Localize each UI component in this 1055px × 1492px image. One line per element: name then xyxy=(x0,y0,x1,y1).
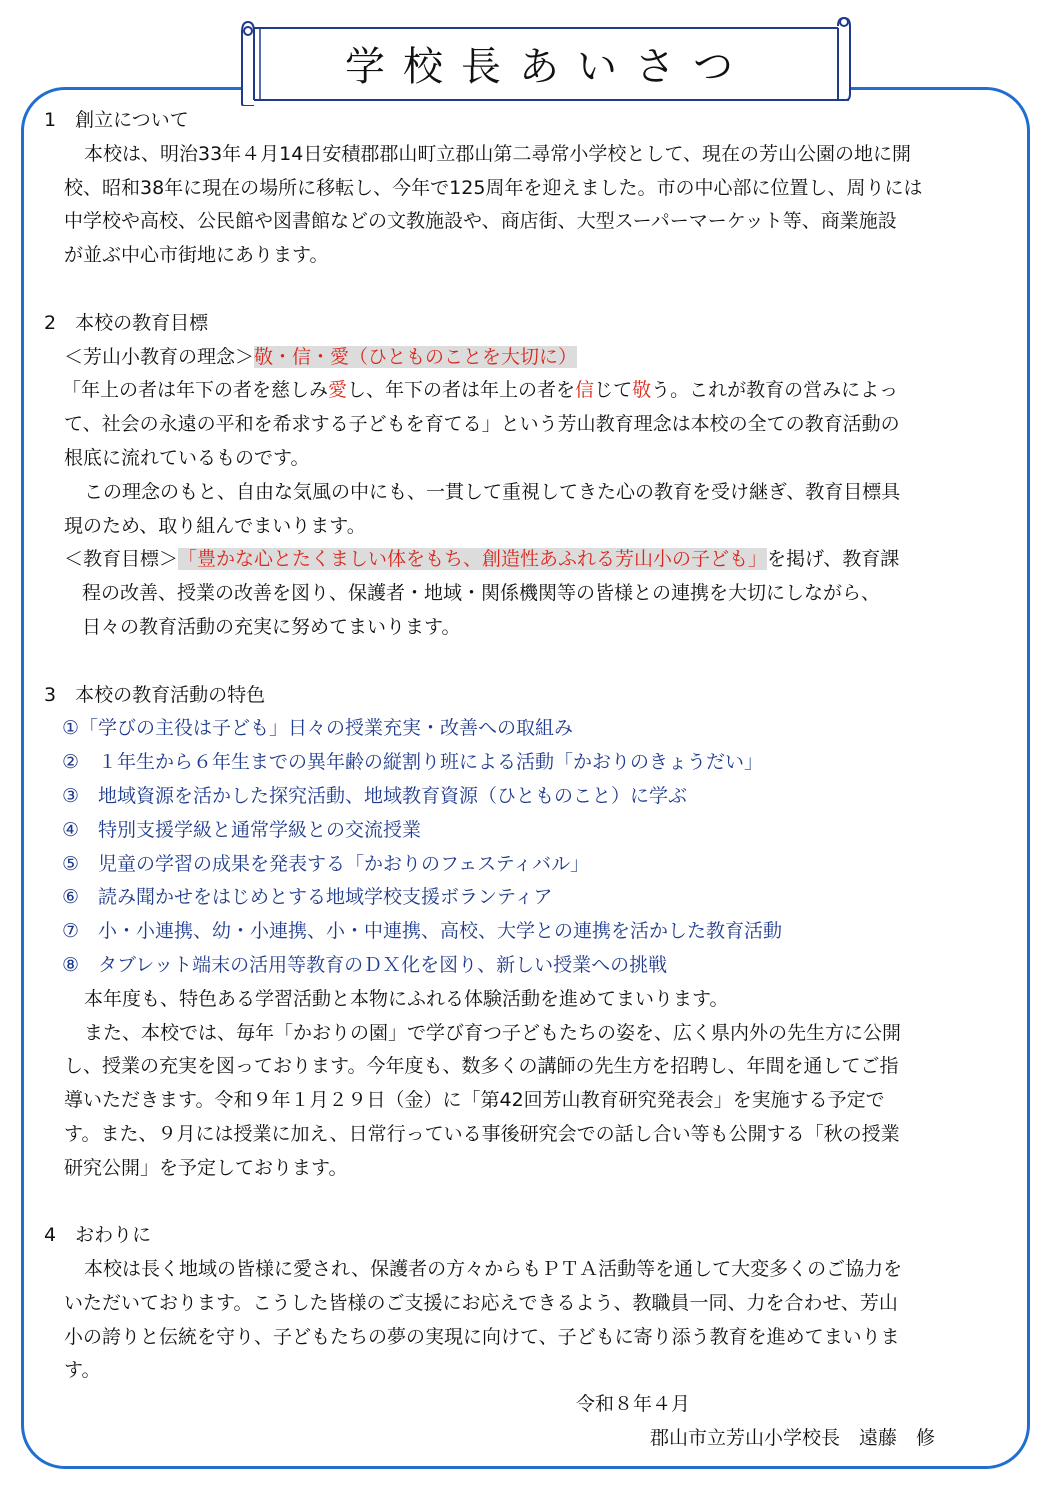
feature-item: ④ 特別支援学級と通常学級との交流授業 xyxy=(62,818,422,841)
section-3-paragraph: 本年度も、特色ある学習活動と本物にふれる体験活動を進めてまいります。 xyxy=(84,987,729,1010)
section-4-heading: 4 おわりに xyxy=(44,1224,152,1247)
section-1-line: が並ぶ中心市街地にあります。 xyxy=(64,244,329,267)
section-3-paragraph: 導いただきます。令和９年１月２９日（金）に「第42回芳山教育研究発表会」を実施する予定で xyxy=(64,1089,885,1112)
feature-item: ⑤ 児童の学習の成果を発表する「かおりのフェスティバル」 xyxy=(62,852,590,875)
quote-text: じて xyxy=(594,379,633,402)
page-title: 学校長あいさつ xyxy=(345,43,751,90)
philosophy-value: 敬・信・愛（ひとものことを大切に） xyxy=(254,345,578,368)
concept-line: この理念のもと、自由な気風の中にも、一貫して重視してきた心の教育を受け継ぎ、教育目標具 xyxy=(84,480,901,503)
date-line: 令和８年４月 xyxy=(576,1393,691,1416)
signature-line: 郡山市立芳山小学校長 遠藤 修 xyxy=(650,1427,936,1450)
quote-kei: 敬 xyxy=(632,379,652,402)
section-4-line: す。 xyxy=(64,1359,101,1382)
goal-line: 程の改善、授業の改善を図り、保護者・地域・関係機関等の皆様との連携を大切にしながら、 xyxy=(82,582,881,605)
feature-item: ③ 地域資源を活かした探究活動、地域教育資源（ひとものこと）に学ぶ xyxy=(62,784,688,807)
section-4-line: 小の誇りと伝統を守り、子どもたちの夢の実現に向けて、子どもに寄り添う教育を進めてまいりま xyxy=(64,1325,900,1348)
document-body xyxy=(44,104,1014,1456)
quote-line: 根底に流れているものです。 xyxy=(64,446,310,469)
quote-text: 「年上の者は年下の者を慈しみ xyxy=(62,379,329,402)
section-3-heading: 3 本校の教育活動の特色 xyxy=(44,683,266,706)
feature-item: ⑥ 読み聞かせをはじめとする地域学校支援ボランティア xyxy=(62,886,553,909)
goal-value: 「豊かな心とたくましい体をもち、創造性あふれる芳山小の子ども」 xyxy=(178,548,768,571)
title-scroll xyxy=(240,14,852,106)
section-1-heading: 1 創立について xyxy=(44,109,189,131)
section-1-line: 本校は、明治33年４月14日安積郡郡山町立郡山第二尋常小学校として、現在の芳山公園の地に開 xyxy=(84,142,911,165)
section-3-paragraph: す。また、９月には授業に加え、日常行っている事後研究会での話し合い等も公開する「秋の授業 xyxy=(64,1122,900,1145)
feature-item: ② １年生から６年生までの異年齢の縦割り班による活動「かおりのきょうだい」 xyxy=(62,751,764,774)
feature-item: ⑧ タブレット端末の活用等教育のＤＸ化を図り、新しい授業への挑戦 xyxy=(62,953,668,976)
quote-shin: 信 xyxy=(575,379,595,402)
goal-label: ＜教育目標＞ xyxy=(64,548,179,571)
quote-text: し、年下の者は年上の者を xyxy=(347,379,576,402)
feature-item: ⑦ 小・小連携、幼・小連携、小・中連携、高校、大学との連携を活かした教育活動 xyxy=(62,920,783,943)
quote-line: て、社会の永遠の平和を希求する子どもを育てる」という芳山教育理念は本校の全ての教育活動の xyxy=(64,413,900,436)
section-2-heading: 2 本校の教育目標 xyxy=(44,311,209,334)
quote-ai: 愛 xyxy=(328,379,348,402)
section-1-line: 中学校や高校、公民館や図書館などの文教施設や、商店街、大型スーパーマーケット等、商業施設 xyxy=(64,210,897,233)
section-3-paragraph: また、本校では、毎年「かおりの園」で学び育つ子どもたちの姿を、広く県内外の先生方に公開 xyxy=(84,1021,902,1044)
section-3-paragraph: し、授業の充実を図っております。今年度も、数多くの講師の先生方を招聘し、年間を通してご指 xyxy=(64,1055,899,1078)
goal-rest: を掲げ、教育課 xyxy=(767,548,900,571)
philosophy-label: ＜芳山小教育の理念＞ xyxy=(64,345,255,368)
quote-text: う。これが教育の営みによっ xyxy=(651,379,899,402)
goal-line xyxy=(44,543,1014,577)
section-4-line: いただいております。こうした皆様のご支援にお応えできるよう、教職員一同、力を合わせ、芳山 xyxy=(64,1291,898,1314)
quote-line xyxy=(44,374,1014,408)
section-3-paragraph: 研究公開」を予定しております。 xyxy=(64,1156,348,1179)
goal-line: 日々の教育活動の充実に努めてまいります。 xyxy=(82,615,461,638)
concept-line: 現のため、取り組んでまいります。 xyxy=(64,514,366,537)
section-4-line: 本校は長く地域の皆様に愛され、保護者の方々からもＰＴＡ活動等を通して大変多くのご協力を xyxy=(84,1258,903,1281)
philosophy-line xyxy=(44,341,1014,375)
feature-item: ①「学びの主役は子ども」日々の授業充実・改善への取組み xyxy=(62,717,574,740)
section-1-line: 校、昭和38年に現在の場所に移転し、今年で125周年を迎えました。市の中心部に位置し、周りには xyxy=(64,176,923,199)
